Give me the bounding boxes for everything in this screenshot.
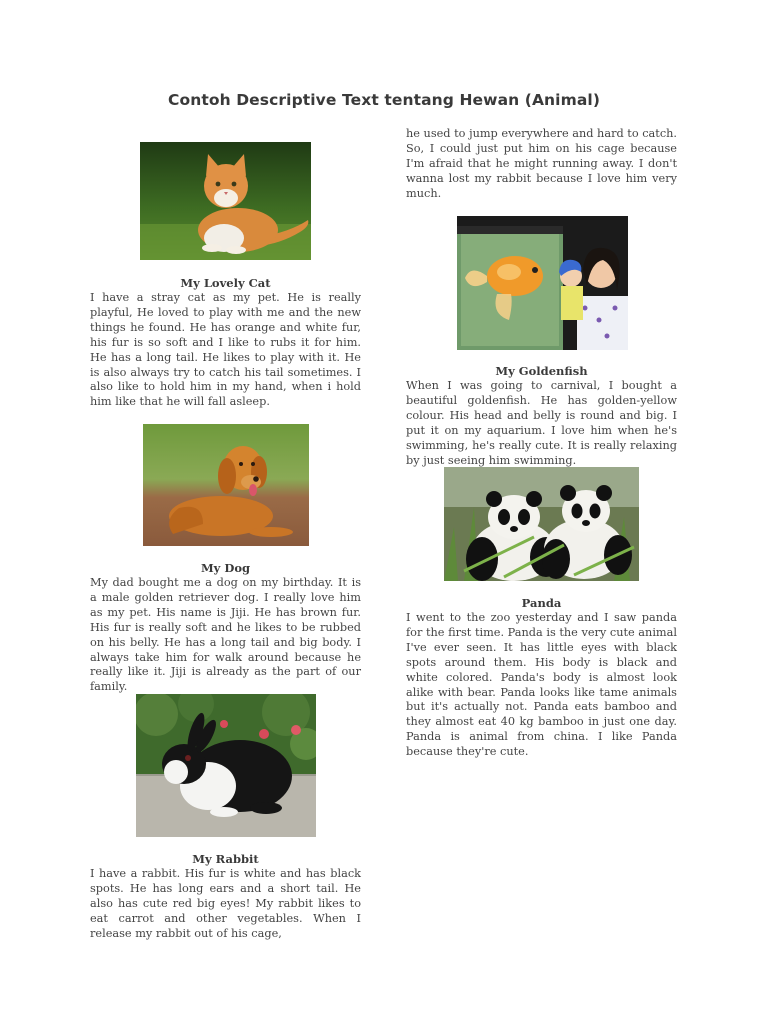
document-title: Contoh Descriptive Text tentang Hewan (Animal) [167, 91, 601, 109]
dog-paragraph: My dad bought me a dog on my birthday. It is a male golden retriever dog. I really love him as my pet. His name is Jiji. He has brown fur. His fur is really soft and he likes to be rubbed on his belly. He has a long tail and big body. I always take him for walk around because he really like it. Jiji is already as the part of our family. [90, 576, 361, 694]
cat-heading: My Lovely Cat [180, 276, 271, 290]
cat-paragraph: I have a stray cat as my pet. He is really playful, He loved to play with me and the new things he found. He has orange and white fur, his fur is so soft and I like to rubs it for him. He has a long tail. He likes to play with it. He is also always try to catch his tail sometimes. I also like to hold him in my hand, when i hold him like that he will fall asleep. [90, 291, 361, 409]
rabbit-paragraph-continued: he used to jump everywhere and hard to catch. So, I could just put him on his cage because I'm afraid that he might running away. I don't wanna lost my rabbit because I love him very much. [406, 127, 678, 200]
cat-photo [140, 142, 311, 260]
panda-paragraph: I went to the zoo yesterday and I saw panda for the first time. Panda is the very cute animal I've ever seen. It has little eyes with black spots around them. His body is black and white colored. Panda's body is almost look alike with bear. Panda looks like tame animals but it's actually not. Panda eats bamboo and they almost eat 40 kg bamboo in just one day. Panda is animal from china. I like Panda because they're cute. [406, 611, 677, 759]
rabbit-heading: My Rabbit [192, 852, 259, 866]
rabbit-paragraph: I have a rabbit. His fur is white and has black spots. He has long ears and a short tail. He also has cute red big eyes! My rabbit likes to eat carrot and other vegetables. When I release my rabbit out of his cage, [90, 867, 361, 940]
panda-heading: Panda [521, 596, 562, 610]
panda-photo [444, 467, 639, 581]
goldfish-heading: My Goldenfish [495, 364, 588, 378]
goldfish-photo [457, 216, 628, 350]
dog-photo [143, 424, 309, 546]
goldfish-paragraph: When I was going to carnival, I bought a beautiful goldenfish. He has golden-yellow colour. His head and belly is round and big. I put it on my aquarium. I love him when he's swimming, he's really cute. It is really relaxing by just seeing him swimming. [406, 379, 677, 467]
dog-heading: My Dog [200, 561, 251, 575]
rabbit-photo [136, 694, 316, 837]
